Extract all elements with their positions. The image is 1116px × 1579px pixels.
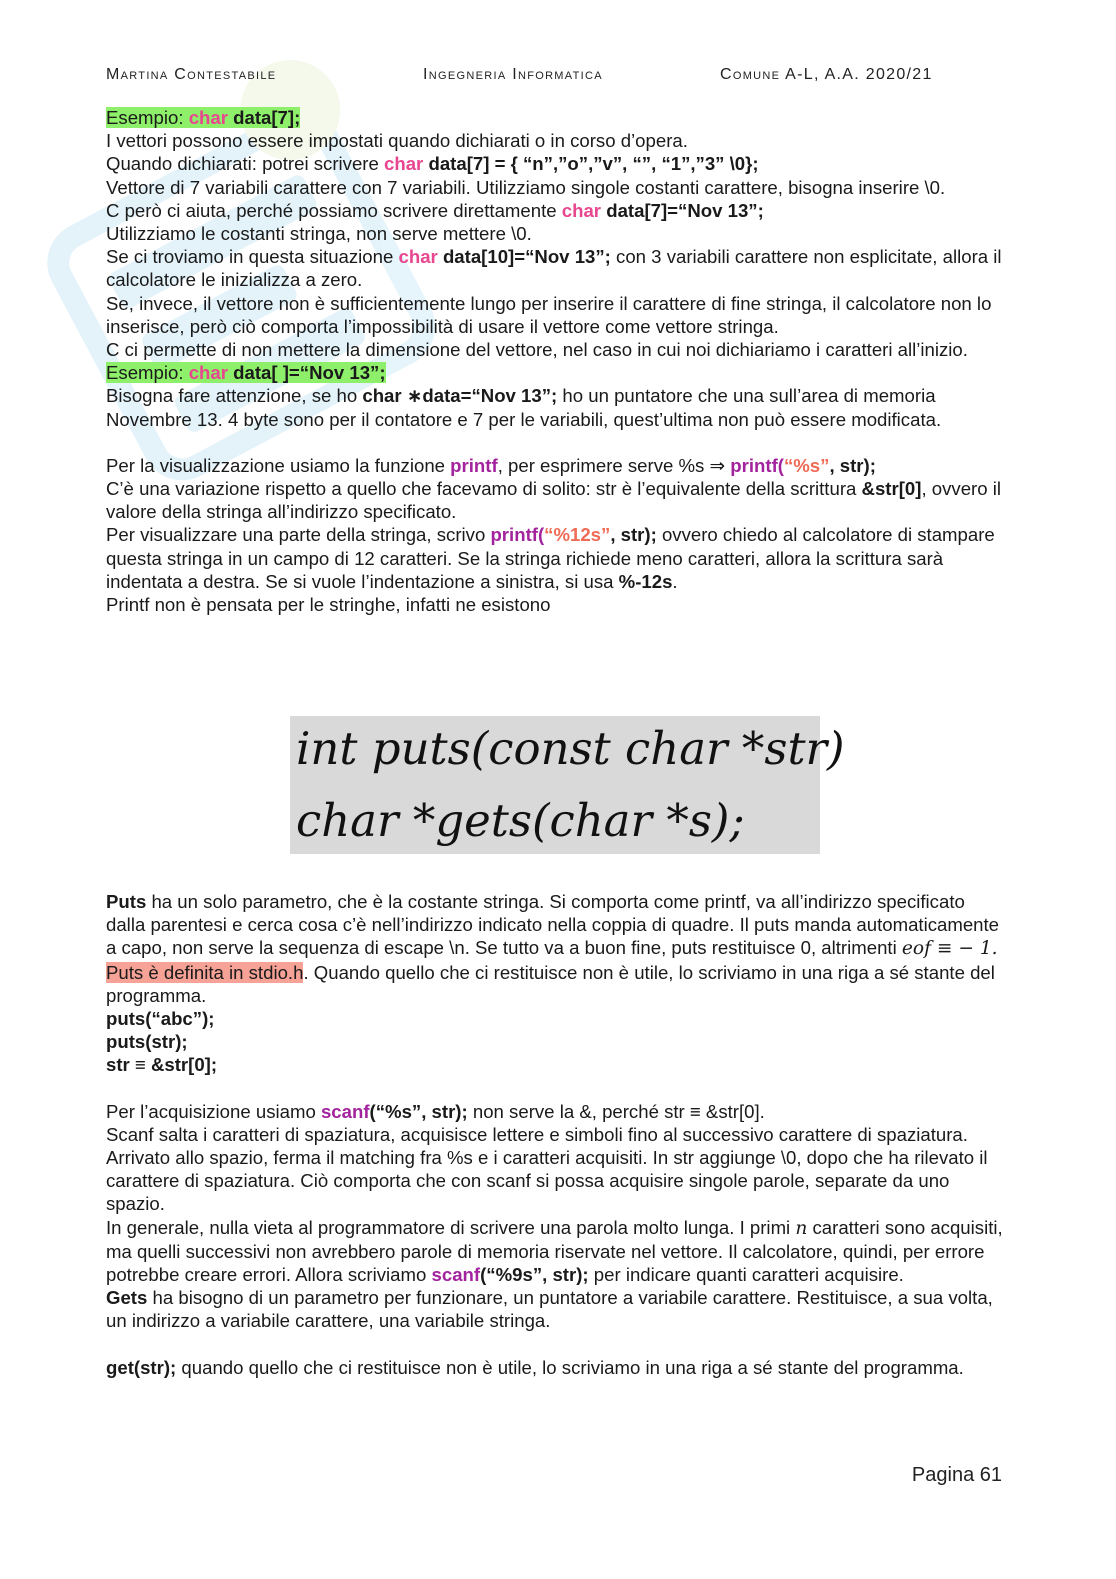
- example-highlight: Esempio: char data[ ]=“Nov 13”;: [106, 362, 386, 384]
- paragraph: Bisogna fare attenzione, se ho char ∗data=“Nov 13”; ho un puntatore che una sull’area di memoria Novembre 13. 4 byte sono per il contatore e 7 per le variabili, quest’ultima non può essere modificata.: [106, 385, 942, 430]
- note-highlight: Puts è definita in stdio.h: [106, 961, 304, 983]
- paragraph: Utilizziamo le costanti stringa, non serve mettere \0.: [106, 223, 532, 245]
- code-line-puts: int puts(const char *str): [296, 722, 845, 775]
- paragraph: Per l’acquisizione usiamo scanf(“%s”, str); non serve la &, perché str ≡ &str[0].: [106, 1100, 765, 1122]
- paragraph: C però ci aiuta, perché possiamo scrivere direttamente char data[7]=“Nov 13”;: [106, 199, 764, 221]
- paragraph: In generale, nulla vieta al programmatore di scrivere una parola molto lunga. I primi n caratteri sono acquisiti, ma quelli successivi non avrebbero parole di memoria riservate nel vettore. Il calcolatore, quindi, per errore potrebbe creare errori. Allora scriviamo scanf(“%9s”, str); per indicare quanti caratteri acquisire.: [106, 1216, 1003, 1286]
- paragraph: Scanf salta i caratteri di spaziatura, acquisisce lettere e simboli fino al successivo carattere di spaziatura. Arrivato allo spazio, ferma il matching fra %s e i caratteri acquisiti. In str aggiunge \0, dopo che ha rilevato il carattere di spaziatura. Ciò comporta che con scanf si possa acquisire singole parole, separate da uno spazio.: [106, 1123, 988, 1215]
- header-group: Comune A-L, A.A. 2020/21: [720, 66, 933, 83]
- header-author: Martina Contestabile: [106, 66, 277, 83]
- document-body: [106, 106, 1006, 616]
- page-number: Pagina 61: [911, 1464, 1002, 1486]
- paragraph: Per visualizzare una parte della stringa, scrivo printf(“%12s”, str); ovvero chiedo al calcolatore di stampare questa stringa in un campo di 12 caratteri. Se la stringa richiede meno caratteri, allora la scrittura sarà indentata a destra. Se si vuole l’indentazione a sinistra, si usa %-12s.: [106, 524, 995, 592]
- paragraph: C’è una variazione rispetto a quello che facevamo di solito: str è l’equivalente della scrittura &str[0], ovvero il valore della stringa all’indirizzo specificato.: [106, 478, 1002, 523]
- paragraph: Per la visualizzazione usiamo la funzione printf, per esprimere serve %s ⇒ printf(“%s”, str);: [106, 454, 876, 476]
- example-highlight: Esempio: char data[7];: [106, 107, 301, 128]
- example-line: [106, 106, 1006, 129]
- code-line: puts(str);: [106, 1031, 188, 1053]
- paragraph: C ci permette di non mettere la dimensione del vettore, nel caso in cui noi dichiariamo i caratteri all’inizio. Esempio: char data[ ]=“Nov 13”;: [106, 339, 968, 384]
- paragraph: Puts ha un solo parametro, che è la costante stringa. Si comporta come printf, va all’indirizzo specificato dalla parentesi e cerca cosa c’è nell’indirizzo indicato nella coppia di quadre. Il puts manda automaticamente a capo, non serve la sequenza di escape \n. Se tutto va a buon fine, puts restituisce 0, altrimenti eof ≡ − 1. Puts è definita in stdio.h. Quando quello che ci restituisce non è utile, lo scriviamo in una riga a sé stante del programma.: [106, 891, 1000, 1006]
- code-image: [290, 716, 845, 854]
- header-course: Ingegneria Informatica: [423, 66, 603, 83]
- paragraph: Vettore di 7 variabili carattere con 7 variabili. Utilizziamo singole costanti carattere, bisogna inserire \0.: [106, 176, 946, 198]
- code-line: str ≡ &str[0];: [106, 1054, 218, 1076]
- paragraph: Se, invece, il vettore non è sufficientemente lungo per inserire il carattere di fine stringa, il calcolatore non lo inserisce, però ciò comporta l’impossibilità di usare il vettore come vettore stringa.: [106, 292, 992, 337]
- code-line-gets: char *gets(char *s);: [296, 794, 745, 847]
- paragraph: Printf non è pensata per le stringhe, infatti ne esistono: [106, 594, 551, 616]
- document-body-lower: [106, 890, 1006, 1379]
- paragraph: Se ci troviamo in questa situazione char data[10]=“Nov 13”; con 3 variabili carattere non esplicitate, allora il calcolatore le inizializza a zero.: [106, 246, 1002, 291]
- paragraph: get(str); quando quello che ci restituisce non è utile, lo scriviamo in una riga a sé stante del programma.: [106, 1356, 964, 1378]
- page-header: [106, 66, 1002, 86]
- paragraph: I vettori possono essere impostati quando dichiarati o in corso d’opera.: [106, 130, 688, 152]
- paragraph: Gets ha bisogno di un parametro per funzionare, un puntatore a variabile carattere. Restituisce, a sua volta, un indirizzo a variabile carattere, una variabile stringa.: [106, 1287, 993, 1332]
- code-line: puts(“abc”);: [106, 1008, 215, 1030]
- paragraph: Quando dichiarati: potrei scrivere char data[7] = { “n”,”o”,”v”, “”, “1”,”3” \0};: [106, 153, 759, 175]
